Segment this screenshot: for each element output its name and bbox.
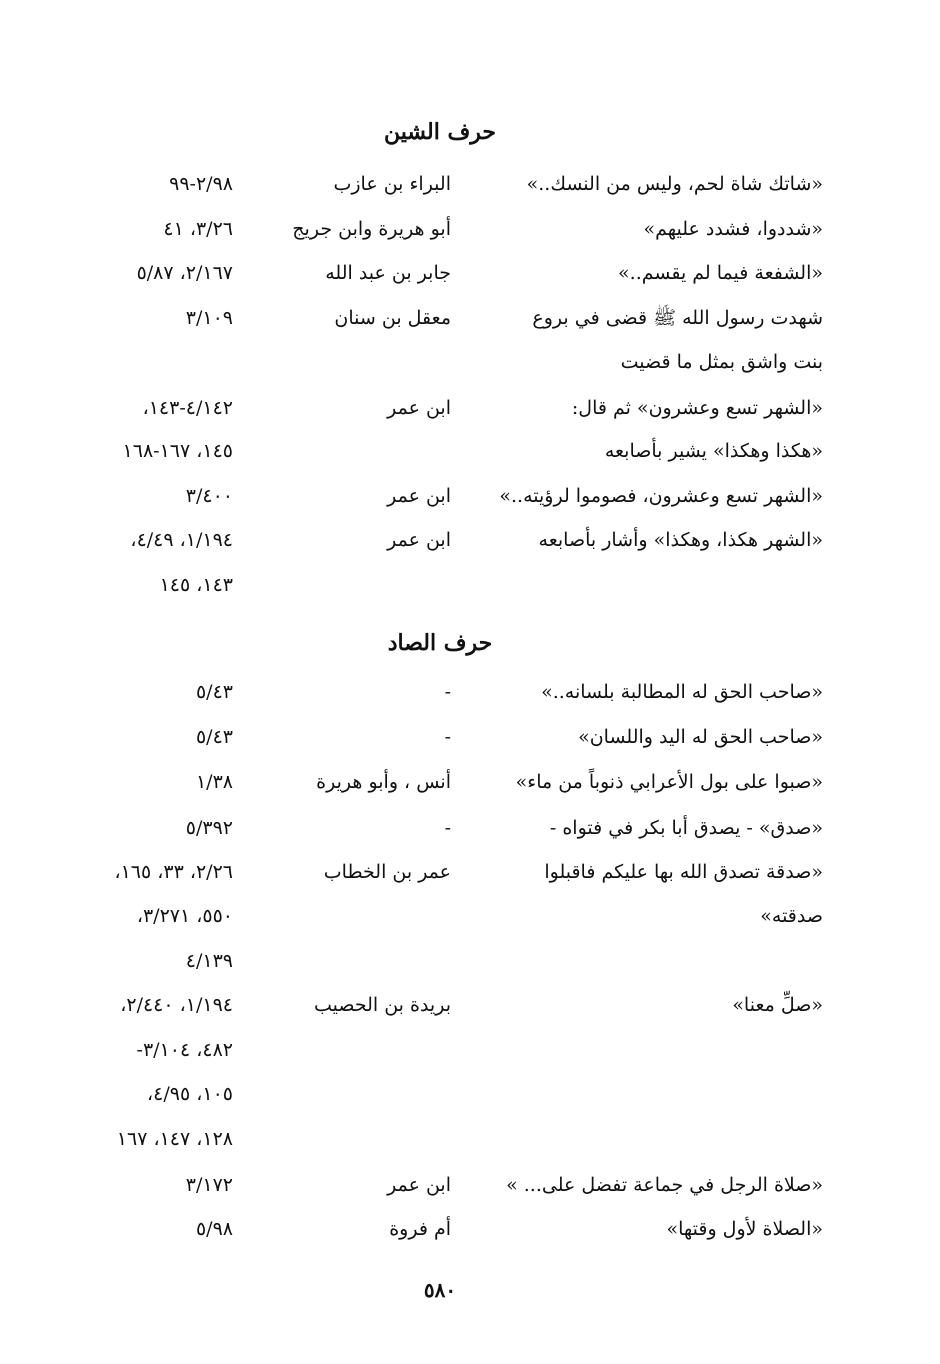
hadith-text: «صدقة تصدق الله بها عليكم فاقبلوا (544, 861, 823, 883)
narrator: - (444, 726, 451, 748)
hadith-text: «الشهر هكذا، وهكذا» وأشار بأصابعه (538, 529, 823, 551)
reference: ٤/١٤٢-١٤٣، (142, 397, 233, 419)
reference: ٢/٩٨-٩٩ (169, 173, 233, 195)
hadith-text: «صلاة الرجل في جماعة تفضل على... » (506, 1174, 823, 1196)
index-row (0, 983, 940, 1027)
reference: ٣/٤٠٠ (185, 485, 233, 507)
section-heading-saad: حرف الصاد (387, 630, 493, 656)
index-row-continuation (0, 939, 940, 983)
narrator: أبو هريرة وابن جريج (292, 218, 451, 240)
narrator: البراء بن عازب (333, 173, 451, 195)
index-row (0, 474, 940, 518)
index-row (0, 850, 940, 894)
index-row-continuation (0, 1117, 940, 1161)
hadith-text: «الشفعة فيما لم يقسم..» (618, 262, 823, 284)
narrator: أم فروة (389, 1218, 451, 1240)
hadith-text: «الصلاة لأول وقتها» (666, 1218, 823, 1240)
reference: ٢/٢٦، ٣٣، ١٦٥، (114, 861, 233, 883)
narrator: معقل بن سنان (334, 307, 451, 329)
reference: ١٠٥، ٤/٩٥، (147, 1083, 233, 1105)
reference: ٤٨٢، ٣/١٠٤- (136, 1039, 233, 1061)
index-row (0, 1207, 940, 1251)
index-row-continuation (0, 1072, 940, 1116)
hadith-text: «الشهر تسع وعشرون، فصوموا لرؤيته..» (499, 485, 823, 507)
hadith-text: «الشهر تسع وعشرون» ثم قال: (571, 397, 823, 419)
reference: ٥/٤٣ (195, 726, 233, 748)
index-row (0, 670, 940, 714)
reference: ٥/٣٩٢ (185, 817, 233, 839)
narrator: بريدة بن الحصيب (313, 994, 451, 1016)
hadith-text: «صبوا على بول الأعرابي ذنوباً من ماء» (515, 771, 823, 793)
hadith-text: «شددوا، فشدد عليهم» (643, 218, 823, 240)
narrator: عمر بن الخطاب (323, 861, 451, 883)
narrator: - (444, 681, 451, 703)
index-row-continuation (0, 563, 940, 607)
narrator: ابن عمر (387, 529, 451, 551)
narrator: أنس ، وأبو هريرة (316, 771, 451, 793)
reference: ٤/١٣٩ (185, 950, 233, 972)
reference: ١/١٩٤، ٤/٤٩، (130, 529, 233, 551)
narrator: ابن عمر (387, 1174, 451, 1196)
index-row (0, 207, 940, 251)
index-row-continuation (0, 1028, 940, 1072)
index-row-continuation (0, 894, 940, 938)
index-row (0, 296, 940, 340)
narrator: ابن عمر (387, 397, 451, 419)
index-row (0, 251, 940, 295)
narrator: - (444, 817, 451, 839)
index-row (0, 760, 940, 804)
reference: ٥/٤٣ (195, 681, 233, 703)
reference: ٣/١٧٢ (185, 1174, 233, 1196)
reference: ١٤٣، ١٤٥ (159, 574, 233, 596)
reference: ١/١٩٤، ٢/٤٤٠، (120, 994, 233, 1016)
hadith-text: بنت واشق بمثل ما قضيت (620, 351, 823, 373)
reference: ٥/٩٨ (195, 1218, 233, 1240)
index-row (0, 1163, 940, 1207)
narrator: جابر بن عبد الله (325, 262, 451, 284)
index-row (0, 806, 940, 850)
reference: ١٤٥، ١٦٧-١٦٨ (122, 440, 233, 462)
hadith-text: «صدق» - يصدق أبا بكر في فتواه - (549, 817, 823, 839)
reference: ١٢٨، ١٤٧، ١٦٧ (116, 1128, 233, 1150)
hadith-text: شهدت رسول الله ﷺ قضى في بروع (532, 307, 823, 329)
index-row-continuation (0, 340, 940, 384)
index-row (0, 162, 940, 206)
hadith-text: «صلِّ معنا» (732, 994, 823, 1016)
hadith-text: «صاحب الحق له اليد واللسان» (578, 726, 823, 748)
index-row (0, 715, 940, 759)
index-row (0, 518, 940, 562)
index-row-continuation (0, 429, 940, 473)
narrator: ابن عمر (387, 485, 451, 507)
page-number: ٥٨٠ (423, 1278, 457, 1302)
reference: ١/٣٨ (195, 771, 233, 793)
hadith-text: صدقته» (760, 905, 823, 927)
reference: ٣/١٠٩ (185, 307, 233, 329)
reference: ٥٥٠، ٣/٢٧١، (136, 905, 233, 927)
hadith-text: «هكذا وهكذا» يشير بأصابعه (604, 440, 823, 462)
hadith-text: «صاحب الحق له المطالبة بلسانه..» (541, 681, 823, 703)
index-row (0, 386, 940, 430)
reference: ٢/١٦٧، ٥/٨٧ (136, 262, 233, 284)
hadith-text: «شاتك شاة لحم، وليس من النسك..» (526, 173, 823, 195)
section-heading-sheen: حرف الشين (383, 119, 497, 145)
reference: ٣/٢٦، ٤١ (163, 218, 233, 240)
